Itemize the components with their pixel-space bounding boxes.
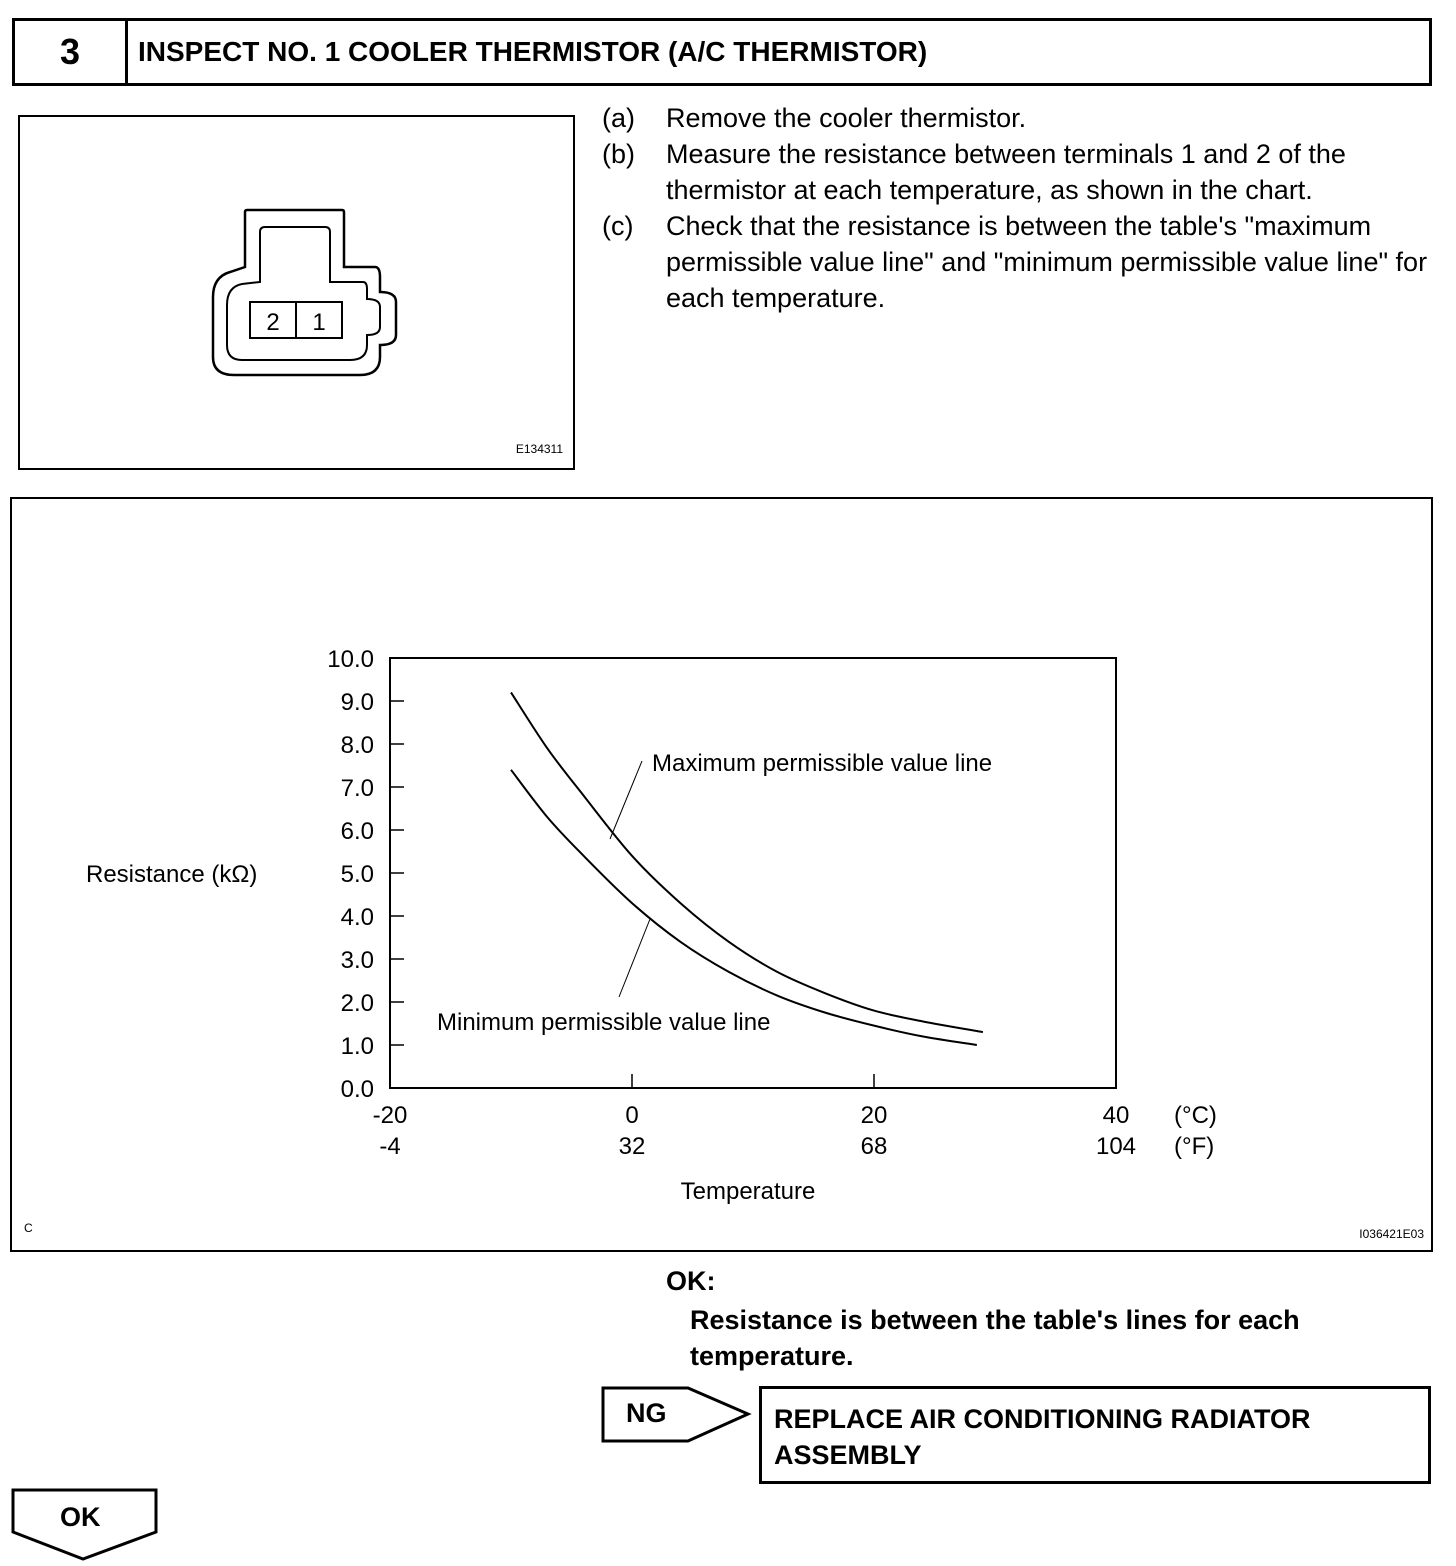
resistance-chart <box>12 499 1431 1250</box>
ng-arrow <box>600 1385 755 1447</box>
y-tick-label: 4.0 <box>340 904 374 931</box>
ok-spec-label: OK: <box>666 1266 716 1296</box>
instruction-item <box>602 136 1442 208</box>
y-tick-label: 1.0 <box>340 1033 374 1060</box>
instruction-list <box>602 100 1442 316</box>
instruction-key: (b) <box>602 139 635 169</box>
instruction-key: (c) <box>602 211 634 241</box>
terminal-1-label: 1 <box>312 309 326 336</box>
connector-figure <box>18 115 575 470</box>
instruction-text: Remove the cooler thermistor. <box>666 103 1027 133</box>
x-unit-celsius: (°C) <box>1174 1102 1217 1129</box>
max-line-leader <box>610 761 642 839</box>
instruction-item <box>602 208 1442 316</box>
min-value-line <box>511 770 977 1045</box>
max-line-label: Maximum permissible value line <box>652 750 993 777</box>
y-tick-label: 7.0 <box>340 775 374 802</box>
terminal-2-label: 2 <box>266 309 280 336</box>
step-number: 3 <box>15 21 128 83</box>
x-tick-label-fahrenheit: 104 <box>1095 1133 1137 1160</box>
ng-label: NG <box>626 1398 667 1428</box>
chart-code: I036421E03 <box>1359 1227 1424 1241</box>
y-tick-label: 2.0 <box>340 990 374 1017</box>
y-tick-label: 8.0 <box>340 732 374 759</box>
x-tick-label-fahrenheit: 68 <box>860 1133 888 1160</box>
connector-illustration <box>20 117 573 468</box>
y-tick-label: 0.0 <box>340 1076 374 1103</box>
ng-action-box: REPLACE AIR CONDITIONING RADIATOR ASSEMBLY <box>759 1386 1431 1484</box>
instruction-item <box>602 100 1442 136</box>
figure-code: E134311 <box>515 442 563 456</box>
x-tick-label-celsius: 0 <box>625 1102 639 1129</box>
y-axis-label: Resistance (kΩ) <box>86 861 258 888</box>
instruction-text: Check that the resistance is between the table's "maximum permissible value line" and "minimum permissible value line" for each temperature. <box>666 211 1428 313</box>
instruction-text: Measure the resistance between terminals 1 and 2 of the thermistor at each temperature, as shown in the chart. <box>666 139 1346 205</box>
corner-letter: C <box>24 1221 33 1235</box>
x-axis-label: Temperature <box>680 1178 816 1205</box>
chart-frame <box>10 497 1433 1252</box>
x-tick-label-celsius: 20 <box>860 1102 888 1129</box>
x-tick-label-celsius: 40 <box>1102 1102 1130 1129</box>
x-unit-fahrenheit: (°F) <box>1174 1133 1215 1160</box>
instruction-key: (a) <box>602 103 635 133</box>
ok-arrow-label: OK <box>60 1502 101 1532</box>
min-line-label: Minimum permissible value line <box>437 1009 771 1036</box>
x-tick-label-celsius: -20 <box>372 1102 408 1129</box>
y-tick-label: 5.0 <box>340 861 374 888</box>
x-tick-label-fahrenheit: 32 <box>618 1133 646 1160</box>
x-tick-label-fahrenheit: -4 <box>379 1133 401 1160</box>
step-title: INSPECT NO. 1 COOLER THERMISTOR (A/C THERMISTOR) <box>138 36 928 67</box>
ok-spec-text: Resistance is between the table's lines for each temperature. <box>690 1305 1300 1371</box>
y-tick-label: 9.0 <box>340 689 374 716</box>
y-tick-label: 10.0 <box>327 646 374 673</box>
min-line-leader <box>619 919 650 997</box>
y-tick-label: 3.0 <box>340 947 374 974</box>
step-header <box>12 18 1432 86</box>
y-tick-label: 6.0 <box>340 818 374 845</box>
